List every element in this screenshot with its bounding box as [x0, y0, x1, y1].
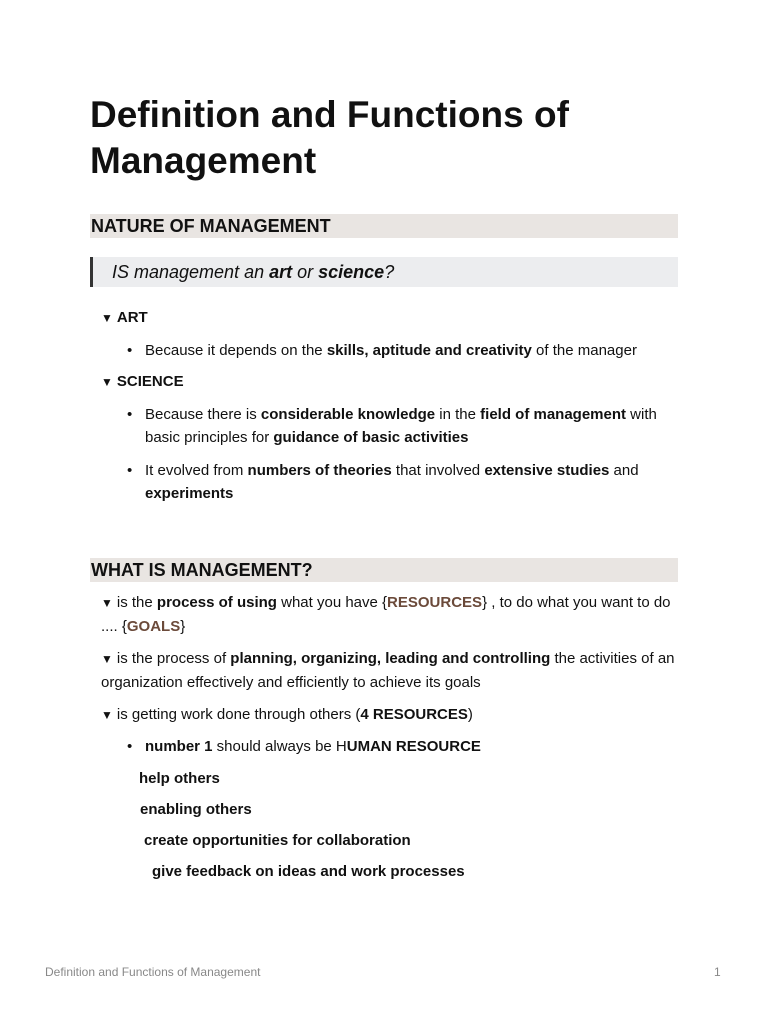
- sub-item-help-others: help others: [139, 770, 220, 787]
- def1-text-1: is the: [116, 594, 157, 611]
- human-bold-2: UMAN RESOURCE: [346, 738, 481, 755]
- page-number: 1: [714, 965, 721, 979]
- art-bullet-text-1: Because it depends on the: [145, 342, 327, 359]
- def1-text-4: }: [180, 618, 186, 635]
- def3-text-2: ): [467, 706, 473, 723]
- section-heading-nature: NATURE OF MANAGEMENT: [90, 214, 678, 238]
- science-b1-bold-1: considerable knowledge: [260, 406, 436, 423]
- def3-bold: 4 RESOURCES: [360, 706, 468, 723]
- sub-item-collaboration: create opportunities for collaboration: [144, 832, 411, 849]
- art-bullet: [145, 339, 637, 362]
- question-callout: [90, 257, 678, 287]
- bullet-icon: •: [127, 342, 133, 359]
- sub-item-feedback: give feedback on ideas and work processes: [152, 863, 465, 880]
- human-resource-bullet: [145, 735, 481, 758]
- toggle-definition-3[interactable]: [101, 703, 473, 727]
- science-bullet-2: [145, 459, 675, 505]
- art-bullet-text-2: of the manager: [531, 342, 637, 359]
- human-bold-1: number 1: [145, 738, 213, 755]
- question-text-2: or: [292, 262, 319, 282]
- question-text-3: ?: [384, 262, 395, 282]
- page-title: Definition and Functions of Management: [90, 94, 569, 181]
- toggle-triangle-icon: ▼: [101, 311, 113, 325]
- toggle-triangle-icon: ▼: [101, 652, 113, 666]
- def2-text-1: is the process of: [116, 650, 231, 667]
- science-b2-bold-3: experiments: [145, 485, 234, 502]
- toggle-definition-2[interactable]: [101, 647, 681, 694]
- question-art: art: [269, 262, 293, 282]
- toggle-triangle-icon: ▼: [101, 708, 113, 722]
- art-bullet-bold: skills, aptitude and creativity: [326, 342, 532, 359]
- science-b2-text-1: It evolved from: [145, 462, 248, 479]
- science-b2-bold-1: numbers of theories: [247, 462, 392, 479]
- question-science: science: [318, 262, 385, 282]
- def2-text-2: the activities of an organization effectively and efficiently to achieve its goals: [101, 650, 675, 691]
- section-heading-what: WHAT IS MANAGEMENT?: [90, 558, 678, 582]
- science-label: SCIENCE: [116, 373, 184, 390]
- science-b2-bold-2: extensive studies: [484, 462, 610, 479]
- sub-item: [139, 767, 220, 790]
- resources-highlight: RESOURCES: [387, 594, 483, 611]
- toggle-triangle-icon: ▼: [101, 596, 113, 610]
- sub-item: [140, 798, 252, 821]
- def3-text-1: is getting work done through others (: [116, 706, 361, 723]
- bullet-icon: •: [127, 406, 133, 423]
- goals-highlight: GOALS: [126, 618, 181, 635]
- science-b2-text-3: and: [609, 462, 639, 479]
- toggle-art[interactable]: [101, 306, 148, 330]
- science-b1-bold-3: guidance of basic activities: [273, 429, 469, 446]
- sub-item: [144, 829, 411, 852]
- science-b1-text-2: in the: [435, 406, 481, 423]
- footer-title: Definition and Functions of Management: [45, 965, 261, 979]
- bullet-icon: •: [127, 738, 133, 755]
- science-b1-text-1: Because there is: [145, 406, 261, 423]
- question-text-1: IS management an: [112, 262, 270, 282]
- def1-text-3: } , to do what you want to do .... {: [101, 594, 671, 635]
- toggle-definition-1[interactable]: [101, 591, 681, 638]
- def1-text-2: what you have {: [276, 594, 388, 611]
- science-bullet-1: [145, 403, 675, 449]
- art-label: ART: [116, 309, 148, 326]
- def2-bold: planning, organizing, leading and controlling: [230, 650, 551, 667]
- toggle-triangle-icon: ▼: [101, 375, 113, 389]
- toggle-science[interactable]: [101, 370, 184, 394]
- sub-item: [152, 860, 465, 883]
- def1-bold: process of using: [156, 594, 277, 611]
- science-b1-bold-2: field of management: [480, 406, 627, 423]
- science-b1-text-3: with basic principles for: [145, 406, 657, 446]
- science-b2-text-2: that involved: [391, 462, 485, 479]
- sub-item-enabling-others: enabling others: [140, 801, 252, 818]
- bullet-icon: •: [127, 462, 133, 479]
- human-text: should always be H: [212, 738, 347, 755]
